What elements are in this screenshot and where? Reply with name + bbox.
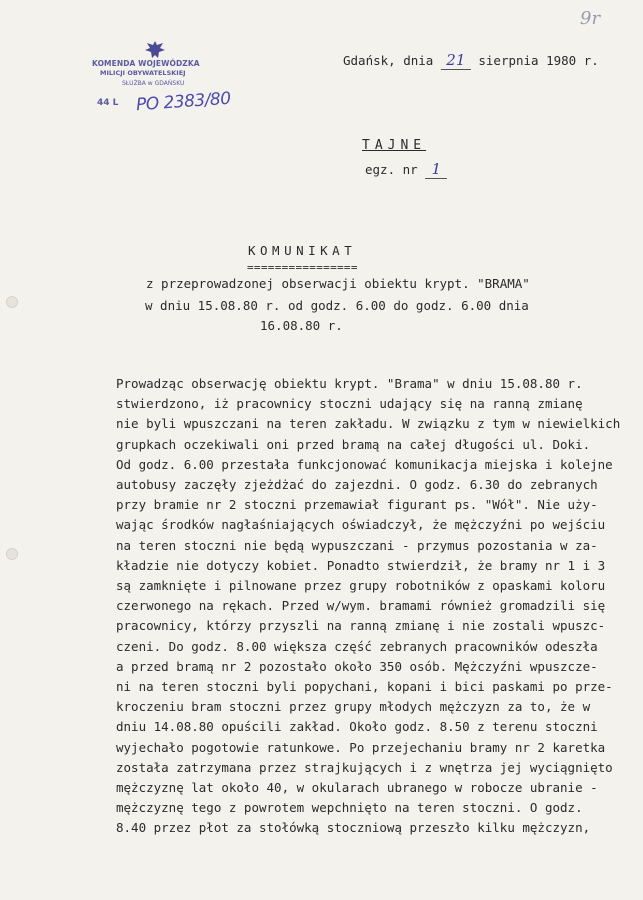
body-line: czerwonego na rękach. Przed w/wym. bramami również gromadzili się (116, 598, 606, 614)
copy-number-handwritten: 1 (425, 160, 447, 179)
body-line: ni na teren stoczni byli popychani, kopani i bici paskami po prze- (116, 679, 613, 694)
copy-number-line (365, 160, 447, 179)
subtitle-line-2: w dniu 15.08.80 r. od godz. 6.00 do godz. 6.00 dnia (145, 298, 529, 313)
body-line: grupkach oczekiwali oni przed bramą na całej długości ul. Doki. (116, 436, 591, 452)
subtitle-line-1: z przeprowadzonej obserwacji obiektu krypt. "BRAMA" (146, 276, 530, 291)
stamp-line-1: KOMENDA WOJEWÓDZKA (92, 59, 200, 68)
place-date-prefix: Gdańsk, dnia (343, 53, 434, 68)
stamp-number-prefix: 44 L (97, 98, 119, 108)
body-line: mężczyznę tego z powrotem wepchnięto na teren stoczni. O godz. (116, 800, 583, 816)
office-stamp (92, 40, 242, 118)
body-line: została zatrzymana przez strajkujących i z wnętrza jej wyciągnięto (116, 759, 613, 775)
heading-underline-rule: ================ (247, 261, 358, 274)
body-line: nie byli wpuszczani na teren zakładu. W związku z tym w niewielkich (116, 416, 621, 432)
body-line: są zamknięte i pilnowane przez grupy robotników z opaskami koloru (116, 578, 606, 593)
date-day-handwritten: 21 (441, 51, 471, 70)
body-line: wając środków nagłaśniających oświadczył, że mężczyźni po wejściu (116, 517, 606, 533)
punch-hole (6, 548, 18, 560)
body-line: kroczeniu bram stoczni przez grupy młodych mężczyzn za to, że w (116, 699, 591, 715)
eagle-emblem-icon (144, 40, 166, 60)
punch-hole (6, 296, 18, 308)
body-line: czeni. Do godz. 8.00 większa część zebranych pracowników odeszła (116, 638, 598, 654)
stamp-registry-number: PO 2383/80 (135, 88, 232, 116)
copy-prefix: egz. nr (365, 162, 418, 177)
body-line: kładzie nie dotyczy kobiet. Ponadto stwierdził, że bramy nr 1 i 3 (116, 557, 606, 573)
place-date-line (343, 51, 599, 70)
date-month-year: sierpnia 1980 r. (478, 53, 599, 68)
subtitle-line-3: 16.08.80 r. (260, 318, 343, 333)
body-line: stwierdzono, iż pracownicy stoczni udający się na ranną zmianę (116, 396, 583, 412)
body-line: mężczyznę lat około 40, w okularach ubranego w robocze ubranie - (116, 780, 598, 795)
body-line: na teren stoczni nie będą wypuszczani - przymus pozostania w za- (116, 537, 598, 553)
stamp-line-2: MILICJI OBYWATELSKIEJ (100, 69, 186, 77)
body-line: 8.40 przez płot za stołówką stoczniową przeszło kilku mężczyzn, (116, 820, 591, 836)
document-heading: KOMUNIKAT (248, 243, 357, 258)
stamp-line-3: SŁUŻBA w GDAŃSKU (122, 80, 185, 87)
body-line: autobusy zaczęły zjeżdżać do zajezdni. O godz. 6.30 do zebranych (116, 477, 598, 492)
classification-label: TAJNE (362, 138, 427, 153)
body-line: Od godz. 6.00 przestała funkcjonować komunikacja miejska i kolejne (116, 456, 613, 472)
corner-handwritten-note: 9r (580, 8, 601, 29)
body-line: wyjechało pogotowie ratunkowe. Po przejechaniu bramy nr 2 karetka (116, 739, 606, 755)
body-line: Prowadząc obserwację obiektu krypt. "Brama" w dniu 15.08.80 r. (116, 376, 583, 391)
body-line: przy bramie nr 2 stoczni przemawiał figurant ps. "Wół". Nie uży- (116, 497, 598, 513)
body-line: a przed bramą nr 2 pozostało około 350 osób. Mężczyźni wpuszcze- (116, 658, 598, 674)
body-line: pracownicy, którzy przyszli na ranną zmianę i nie zostali wpuszc- (116, 618, 606, 634)
body-line: dniu 14.08.80 opuścili zakład. Około godz. 8.50 z terenu stoczni (116, 719, 598, 735)
